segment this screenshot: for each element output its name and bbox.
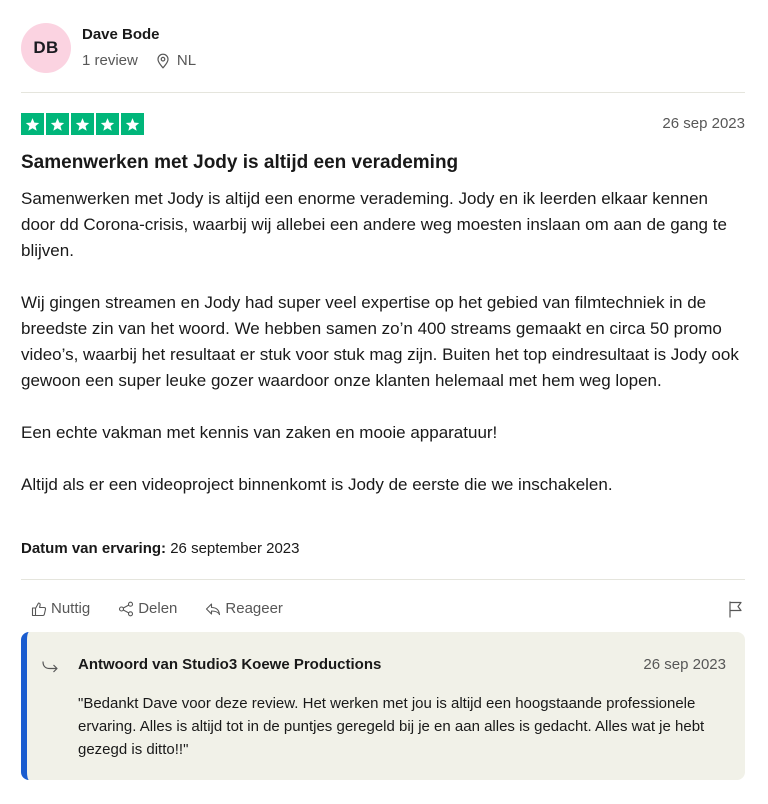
consumer-name[interactable]: Dave Bode <box>82 26 160 43</box>
avatar[interactable]: DB <box>21 23 71 73</box>
star-icon <box>96 113 119 135</box>
consumer-country: NL <box>176 52 197 69</box>
star-icon <box>46 113 69 135</box>
review-body <box>21 186 745 524</box>
date-of-experience <box>21 540 299 557</box>
thumbs-up-icon <box>31 601 47 617</box>
experience-label: Datum van ervaring: <box>21 540 167 557</box>
star-icon <box>71 113 94 135</box>
review-paragraph: Samenwerken met Jody is altijd een enorme verademing. Jody en ik leerden elkaar kennen door dd Corona-crisis, waarbij wij allebei een andere weg moesten inslaan om aan de gang te blijven. <box>21 189 727 260</box>
star-icon <box>21 113 44 135</box>
location-pin-icon <box>156 53 170 69</box>
flag-icon[interactable] <box>727 600 745 618</box>
review-paragraph: Altijd als er een videoproject binnenkomt is Jody de eerste die we inschakelen. <box>21 475 613 494</box>
divider <box>21 579 745 580</box>
review-title[interactable]: Samenwerken met Jody is altijd een verademing <box>21 152 459 173</box>
divider <box>21 92 745 93</box>
reply-label: Reageer <box>225 600 283 617</box>
reply-date: 26 sep 2023 <box>643 656 726 673</box>
reply-title: Antwoord van Studio3 Koewe Productions <box>78 656 382 673</box>
share-icon <box>118 601 134 617</box>
review-paragraph: Een echte vakman met kennis van zaken en mooie apparatuur! <box>21 423 498 442</box>
useful-label: Nuttig <box>51 600 91 617</box>
star-icon <box>121 113 144 135</box>
review-paragraph: Wij gingen streamen en Jody had super veel expertise op het gebied van filmtechniek in de breedste zin van het woord. We hebben samen zo’n 400 streams gemaakt en circa 50 promo video’s, waarbij het resultaat er stuk voor stuk mag zijn. Buiten het top eindresultaat is Jody ook gewoon een super leuke gozer waardoor onze klanten helemaal met hem weg lopen. <box>21 293 739 390</box>
reply-arrow-icon <box>205 601 221 617</box>
useful-button[interactable] <box>31 600 90 617</box>
reply-text: "Bedankt Dave voor deze review. Het werken met jou is altijd een hoogstaande professionele ervaring. Alles is altijd tot in de puntjes geregeld bij je en aan alles is gedacht. Alles wat je hebt gezegd is ditto!!" <box>78 695 705 758</box>
review-count: 1 review <box>82 52 138 69</box>
action-bar <box>31 600 311 617</box>
consumer-meta <box>82 52 196 69</box>
experience-date: 26 september 2023 <box>170 540 300 557</box>
reply-corner-icon <box>42 660 60 674</box>
star-rating <box>21 113 144 135</box>
company-reply <box>21 632 745 780</box>
reply-button[interactable] <box>205 600 283 617</box>
consumer-info <box>21 23 745 75</box>
review-date: 26 sep 2023 <box>662 115 745 132</box>
share-label: Delen <box>138 600 178 617</box>
share-button[interactable] <box>118 600 177 617</box>
